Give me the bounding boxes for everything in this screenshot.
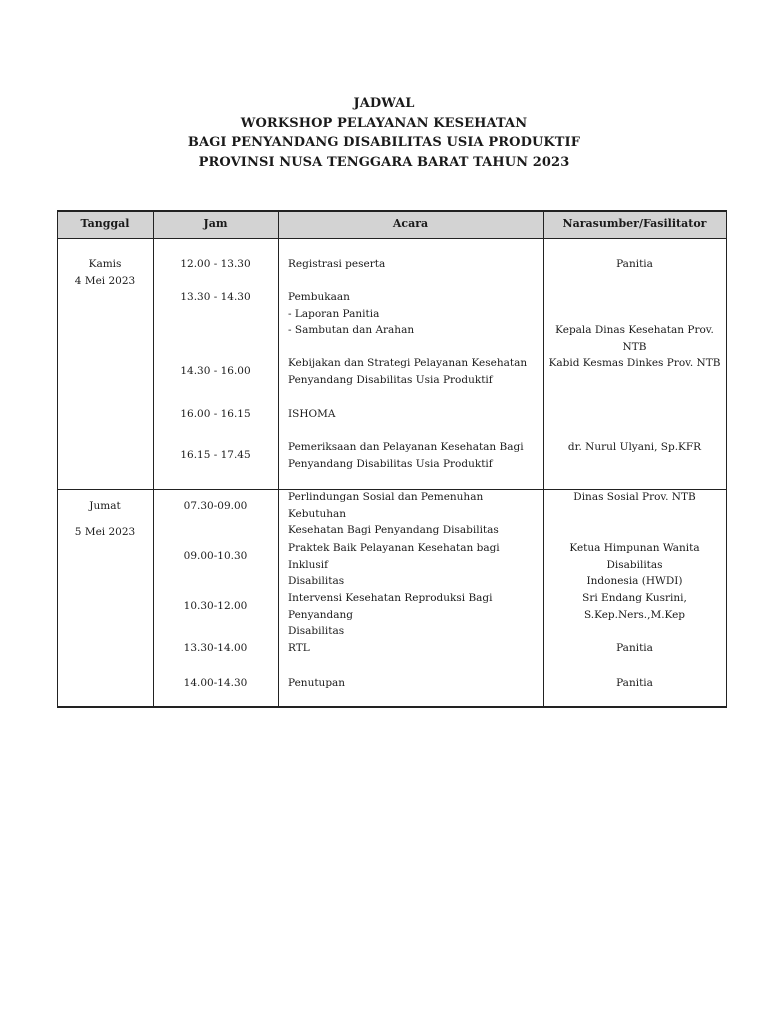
acara-line: - Sambutan dan Arahan (288, 324, 415, 336)
acara-line: ISHOMA (288, 408, 336, 420)
acara-cell (288, 355, 542, 388)
narasumber-cell (543, 590, 726, 623)
narasumber-line: Dinas Sosial Prov. NTB (573, 491, 696, 503)
day-name: Kamis (88, 258, 122, 270)
acara-line: Pemeriksaan dan Pelayanan Kesehatan Bagi (288, 441, 524, 453)
title-line-4: PROVINSI NUSA TENGGARA BARAT TAHUN 2023 (198, 154, 570, 170)
narasumber-line: S.Kep.Ners.,M.Kep (583, 608, 686, 621)
jam-cell: 14.30 - 16.00 (180, 365, 251, 377)
header-tanggal: Tanggal (80, 217, 130, 230)
acara-line: - Laporan Panitia (288, 307, 380, 320)
acara-line: Perlindungan Sosial dan Pemenuhan Kebutuhan (288, 491, 484, 520)
acara-cell (288, 675, 542, 692)
acara-cell (288, 256, 542, 273)
narasumber-cell (543, 256, 726, 273)
narasumber-cell (543, 489, 726, 506)
day-cell-kamis (57, 256, 153, 289)
title-line-3: BAGI PENYANDANG DISABILITAS USIA PRODUKTIF (187, 135, 581, 150)
header-acara: Acara (392, 217, 429, 230)
acara-line: Disabilitas (288, 575, 345, 587)
day-name: Jumat (89, 500, 121, 512)
narasumber-cell (543, 640, 726, 657)
narasumber-cell (543, 355, 726, 372)
acara-line: RTL (288, 642, 310, 654)
column-divider-3 (543, 210, 544, 707)
acara-line: Registrasi peserta (288, 258, 386, 270)
jam-cell: 13.30-14.00 (183, 642, 248, 654)
day-date: 5 Mei 2023 (74, 525, 136, 538)
jam-cell: 16.15 - 17.45 (180, 449, 251, 461)
acara-cell (288, 406, 542, 423)
document-title (0, 94, 768, 172)
jam-cell: 14.00-14.30 (183, 677, 248, 689)
narasumber-line: Kepala Dinas Kesehatan Prov. NTB (555, 324, 714, 353)
acara-line: Penutupan (288, 677, 346, 689)
jam-cell: 09.00-10.30 (183, 550, 248, 562)
acara-cell (288, 489, 542, 539)
acara-line: Pembukaan (288, 291, 350, 303)
header-divider (57, 238, 727, 239)
column-divider-2 (278, 210, 279, 707)
table-border-right (726, 210, 727, 707)
schedule-table (57, 210, 727, 707)
narasumber-line: Panitia (616, 258, 653, 270)
acara-line: Penyandang Disabilitas Usia Produktif (288, 373, 493, 386)
title-line-2: WORKSHOP PELAYANAN KESEHATAN (240, 115, 528, 131)
jam-cell: 10.30-12.00 (183, 600, 248, 612)
acara-line: Kebijakan dan Strategi Pelayanan Kesehatan (288, 357, 528, 369)
jam-cell: 07.30-09.00 (183, 500, 248, 512)
jam-cell: 12.00 - 13.30 (180, 258, 251, 270)
narasumber-line: Sri Endang Kusrini, (582, 592, 687, 604)
table-border-bottom (57, 706, 727, 708)
header-jam: Jam (203, 217, 228, 230)
narasumber-line: Indonesia (HWDI) (586, 575, 683, 587)
acara-cell (288, 439, 542, 472)
jam-cell: 13.30 - 14.30 (180, 291, 251, 303)
narasumber-line: Panitia (616, 677, 653, 689)
acara-cell (288, 540, 542, 590)
narasumber-line: Ketua Himpunan Wanita Disabilitas (569, 542, 700, 571)
acara-cell (288, 289, 542, 339)
acara-cell (288, 640, 542, 657)
narasumber-cell (543, 439, 726, 456)
jam-cell: 16.00 - 16.15 (180, 408, 251, 420)
day-date: 4 Mei 2023 (74, 274, 136, 287)
narasumber-cell (543, 675, 726, 692)
narasumber-line: Panitia (616, 642, 653, 654)
header-narasumber: Narasumber/Fasilitator (562, 217, 707, 230)
narasumber-line: dr. Nurul Ulyani, Sp.KFR (567, 441, 702, 453)
acara-line: Praktek Baik Pelayanan Kesehatan bagi Inklusif (288, 542, 500, 571)
title-line-1: JADWAL (353, 96, 415, 111)
acara-line: Intervensi Kesehatan Reproduksi Bagi Penyandang (288, 592, 493, 621)
acara-line: Kesehatan Bagi Penyandang Disabilitas (288, 524, 499, 536)
acara-cell (288, 590, 542, 640)
acara-line: Disabilitas (288, 625, 345, 637)
narasumber-line: Kabid Kesmas Dinkes Prov. NTB (548, 357, 721, 369)
narasumber-cell (543, 322, 726, 355)
day-cell-jumat (57, 498, 153, 540)
narasumber-cell (543, 540, 726, 590)
acara-line: Penyandang Disabilitas Usia Produktif (288, 457, 493, 470)
